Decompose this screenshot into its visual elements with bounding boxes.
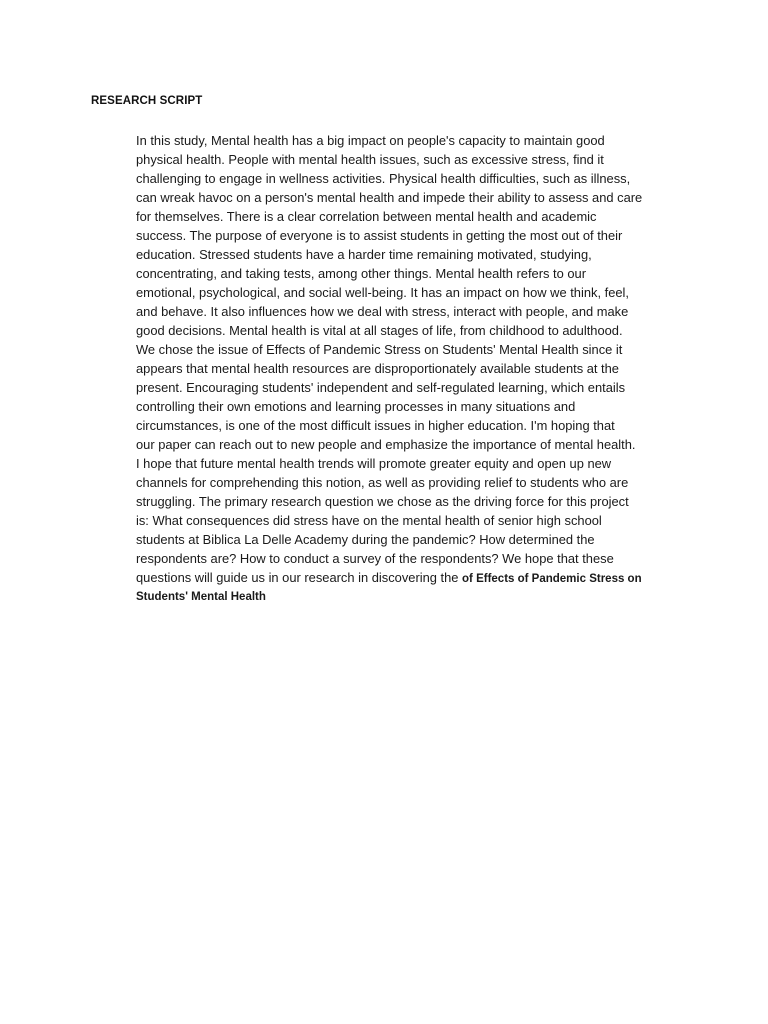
- body-line: struggling. The primary research question we chose as the driving force for this project: [136, 494, 629, 509]
- body-line: our paper can reach out to new people and emphasize the importance of mental health.: [136, 437, 636, 452]
- body-line: controlling their own emotions and learning processes in many situations and: [136, 399, 576, 414]
- body-line: In this study, Mental health has a big impact on people's capacity to maintain good: [136, 133, 605, 148]
- body-line: We chose the issue of Effects of Pandemic Stress on Students' Mental Health since it: [136, 342, 623, 357]
- body-line: education. Stressed students have a harder time remaining motivated, studying,: [136, 247, 592, 262]
- closing-line-start: questions will guide us in our research in discovering the: [136, 570, 463, 585]
- body-line-closing: [136, 568, 688, 589]
- document-title: RESEARCH SCRIPT: [91, 95, 203, 107]
- body-line: and behave. It also influences how we deal with stress, interact with people, and make: [136, 304, 629, 319]
- document-body: [136, 131, 688, 605]
- body-line: challenging to engage in wellness activities. Physical health difficulties, such as illness,: [136, 171, 631, 186]
- final-bold-line: Students' Mental Health: [136, 591, 266, 603]
- body-line: circumstances, is one of the most difficult issues in higher education. I'm hoping that: [136, 418, 615, 433]
- body-line: appears that mental health resources are disproportionately available students at the: [136, 361, 619, 376]
- body-line: is: What consequences did stress have on the mental health of senior high school: [136, 513, 602, 528]
- body-line: good decisions. Mental health is vital at all stages of life, from childhood to adulthood.: [136, 323, 623, 338]
- body-line: emotional, psychological, and social well-being. It has an impact on how we think, feel,: [136, 285, 629, 300]
- body-line: success. The purpose of everyone is to assist students in getting the most out of their: [136, 228, 623, 243]
- body-line: concentrating, and taking tests, among other things. Mental health refers to our: [136, 266, 587, 281]
- body-line: respondents are? How to conduct a survey of the respondents? We hope that these: [136, 551, 614, 566]
- body-line: I hope that future mental health trends will promote greater equity and open up new: [136, 456, 612, 471]
- body-line: physical health. People with mental health issues, such as excessive stress, find it: [136, 152, 604, 167]
- body-line: present. Encouraging students' independent and self-regulated learning, which entails: [136, 380, 626, 395]
- body-line: can wreak havoc on a person's mental health and impede their ability to assess and care: [136, 190, 643, 205]
- closing-line-bold: of Effects of Pandemic Stress on: [462, 573, 642, 585]
- body-line: students at Biblica La Delle Academy during the pandemic? How determined the: [136, 532, 595, 547]
- body-line: channels for comprehending this notion, as well as providing relief to students who are: [136, 475, 629, 490]
- body-line: for themselves. There is a clear correlation between mental health and academic: [136, 209, 597, 224]
